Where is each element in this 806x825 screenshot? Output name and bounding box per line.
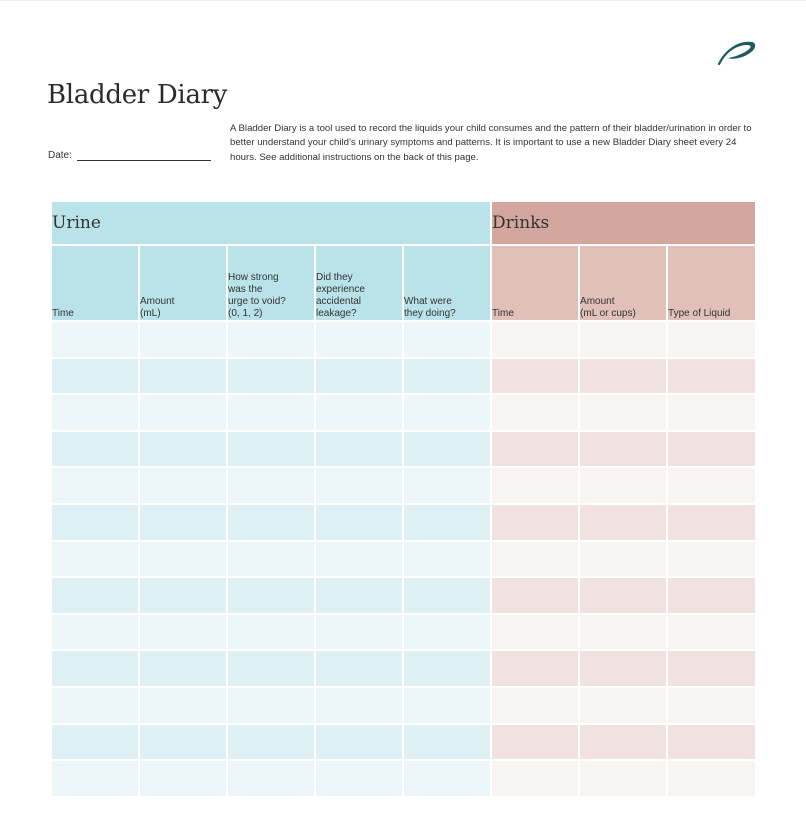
urine-entry-cell[interactable] — [51, 321, 139, 358]
urine-entry-cell[interactable] — [51, 760, 139, 797]
urine-entry-cell[interactable] — [139, 541, 227, 578]
urine-entry-cell[interactable] — [139, 577, 227, 614]
drinks-entry-cell[interactable] — [579, 614, 667, 651]
urine-entry-cell[interactable] — [315, 687, 403, 724]
urine-entry-cell[interactable] — [403, 504, 491, 541]
drinks-entry-cell[interactable] — [579, 358, 667, 395]
urine-entry-cell[interactable] — [51, 687, 139, 724]
urine-entry-cell[interactable] — [51, 541, 139, 578]
urine-entry-cell[interactable] — [403, 650, 491, 687]
drinks-entry-cell[interactable] — [491, 431, 579, 468]
urine-entry-cell[interactable] — [315, 724, 403, 761]
urine-entry-cell[interactable] — [403, 760, 491, 797]
drinks-entry-cell[interactable] — [491, 760, 579, 797]
urine-entry-cell[interactable] — [139, 760, 227, 797]
urine-entry-cell[interactable] — [315, 541, 403, 578]
urine-entry-cell[interactable] — [403, 321, 491, 358]
drinks-entry-cell[interactable] — [667, 724, 756, 761]
drinks-entry-cell[interactable] — [667, 614, 756, 651]
drinks-column-header: Time — [491, 245, 579, 321]
urine-entry-cell[interactable] — [315, 431, 403, 468]
urine-column-header: What were they doing? — [403, 245, 491, 321]
urine-column-header: Time — [51, 245, 139, 321]
urine-entry-cell[interactable] — [139, 650, 227, 687]
urine-entry-cell[interactable] — [403, 724, 491, 761]
urine-entry-cell[interactable] — [51, 394, 139, 431]
drinks-entry-cell[interactable] — [667, 394, 756, 431]
urine-entry-cell[interactable] — [227, 431, 315, 468]
leaf-swirl-icon — [716, 36, 760, 66]
urine-entry-cell[interactable] — [139, 394, 227, 431]
drinks-entry-cell[interactable] — [579, 431, 667, 468]
urine-entry-cell[interactable] — [227, 724, 315, 761]
urine-entry-cell[interactable] — [227, 614, 315, 651]
intro-text: A Bladder Diary is a tool used to record the liquids your child consumes and the pattern of their bladder/urination in order to better understand your child’s urinary symptoms and patterns. It is important to use a new Bladder Diary sheet every 24 hours. See additional instructions on the back of this page. — [230, 123, 752, 163]
urine-column-header: Amount (mL) — [139, 245, 227, 321]
urine-entry-cell[interactable] — [227, 687, 315, 724]
table-row — [51, 724, 756, 761]
table-row — [51, 614, 756, 651]
drinks-entry-cell[interactable] — [491, 650, 579, 687]
urine-entry-cell[interactable] — [227, 541, 315, 578]
urine-entry-cell[interactable] — [403, 687, 491, 724]
drinks-entry-cell[interactable] — [491, 467, 579, 504]
drinks-entry-cell[interactable] — [667, 504, 756, 541]
table-row — [51, 650, 756, 687]
top-rule — [0, 0, 806, 1]
urine-entry-cell[interactable] — [51, 467, 139, 504]
date-line[interactable] — [77, 160, 211, 161]
drinks-entry-cell[interactable] — [667, 467, 756, 504]
drinks-entry-cell[interactable] — [491, 687, 579, 724]
drinks-entry-cell[interactable] — [579, 650, 667, 687]
urine-entry-cell[interactable] — [315, 650, 403, 687]
drinks-entry-cell[interactable] — [667, 321, 756, 358]
drinks-entry-cell[interactable] — [491, 504, 579, 541]
table-row — [51, 321, 756, 358]
drinks-entry-cell[interactable] — [579, 504, 667, 541]
urine-entry-cell[interactable] — [315, 358, 403, 395]
drinks-entry-cell[interactable] — [491, 614, 579, 651]
urine-entry-cell[interactable] — [51, 724, 139, 761]
drinks-entry-cell[interactable] — [667, 687, 756, 724]
urine-entry-cell[interactable] — [227, 650, 315, 687]
urine-entry-cell[interactable] — [227, 504, 315, 541]
table-row — [51, 577, 756, 614]
drinks-entry-cell[interactable] — [579, 394, 667, 431]
drinks-entry-cell[interactable] — [491, 394, 579, 431]
urine-entry-cell[interactable] — [403, 358, 491, 395]
urine-entry-cell[interactable] — [51, 650, 139, 687]
urine-entry-cell[interactable] — [315, 760, 403, 797]
urine-entry-cell[interactable] — [139, 687, 227, 724]
urine-entry-cell[interactable] — [227, 577, 315, 614]
drinks-entry-cell[interactable] — [667, 577, 756, 614]
drinks-entry-cell[interactable] — [667, 431, 756, 468]
urine-entry-cell[interactable] — [403, 394, 491, 431]
drinks-entry-cell[interactable] — [491, 358, 579, 395]
drinks-entry-cell[interactable] — [579, 467, 667, 504]
drinks-entry-cell[interactable] — [667, 541, 756, 578]
table-row — [51, 358, 756, 395]
drinks-column-header: Type of Liquid — [667, 245, 756, 321]
diary-body — [51, 321, 756, 797]
drinks-entry-cell[interactable] — [579, 687, 667, 724]
drinks-entry-cell[interactable] — [579, 541, 667, 578]
drinks-entry-cell[interactable] — [579, 760, 667, 797]
urine-entry-cell[interactable] — [315, 394, 403, 431]
urine-entry-cell[interactable] — [51, 614, 139, 651]
table-row — [51, 467, 756, 504]
urine-entry-cell[interactable] — [227, 358, 315, 395]
urine-entry-cell[interactable] — [403, 541, 491, 578]
table-row — [51, 760, 756, 797]
page-title: Bladder Diary — [47, 80, 228, 110]
urine-entry-cell[interactable] — [315, 321, 403, 358]
drinks-entry-cell[interactable] — [667, 650, 756, 687]
drinks-entry-cell[interactable] — [491, 321, 579, 358]
urine-entry-cell[interactable] — [403, 577, 491, 614]
urine-entry-cell[interactable] — [139, 504, 227, 541]
table-row — [51, 541, 756, 578]
urine-entry-cell[interactable] — [403, 467, 491, 504]
urine-entry-cell[interactable] — [139, 724, 227, 761]
urine-entry-cell[interactable] — [403, 614, 491, 651]
urine-column-header: Did they experience accidental leakage? — [315, 245, 403, 321]
table-row — [51, 687, 756, 724]
drinks-entry-cell[interactable] — [491, 577, 579, 614]
urine-entry-cell[interactable] — [315, 467, 403, 504]
table-row — [51, 394, 756, 431]
urine-entry-cell[interactable] — [139, 358, 227, 395]
urine-entry-cell[interactable] — [139, 467, 227, 504]
drinks-heading: Drinks — [491, 201, 756, 245]
urine-entry-cell[interactable] — [51, 358, 139, 395]
urine-entry-cell[interactable] — [227, 467, 315, 504]
drinks-entry-cell[interactable] — [579, 724, 667, 761]
urine-entry-cell[interactable] — [227, 321, 315, 358]
drinks-entry-cell[interactable] — [491, 541, 579, 578]
drinks-entry-cell[interactable] — [667, 760, 756, 797]
bladder-diary-table — [50, 200, 757, 798]
drinks-column-header: Amount (mL or cups) — [579, 245, 667, 321]
urine-entry-cell[interactable] — [315, 614, 403, 651]
urine-entry-cell[interactable] — [315, 577, 403, 614]
drinks-entry-cell[interactable] — [579, 577, 667, 614]
table-row — [51, 431, 756, 468]
urine-entry-cell[interactable] — [51, 431, 139, 468]
date-field[interactable] — [48, 150, 72, 161]
urine-entry-cell[interactable] — [139, 431, 227, 468]
column-header-row — [51, 245, 756, 321]
urine-entry-cell[interactable] — [315, 504, 403, 541]
urine-entry-cell[interactable] — [51, 504, 139, 541]
drinks-entry-cell[interactable] — [667, 358, 756, 395]
drinks-entry-cell[interactable] — [579, 321, 667, 358]
urine-entry-cell[interactable] — [51, 577, 139, 614]
urine-entry-cell[interactable] — [403, 431, 491, 468]
urine-entry-cell[interactable] — [227, 394, 315, 431]
urine-entry-cell[interactable] — [139, 321, 227, 358]
drinks-entry-cell[interactable] — [491, 724, 579, 761]
urine-column-header: How strong was the urge to void? (0, 1, 2) — [227, 245, 315, 321]
urine-heading: Urine — [51, 201, 491, 245]
group-header-row — [51, 201, 756, 245]
table-row — [51, 504, 756, 541]
urine-entry-cell[interactable] — [139, 614, 227, 651]
date-label: Date: — [48, 150, 72, 161]
urine-entry-cell[interactable] — [227, 760, 315, 797]
